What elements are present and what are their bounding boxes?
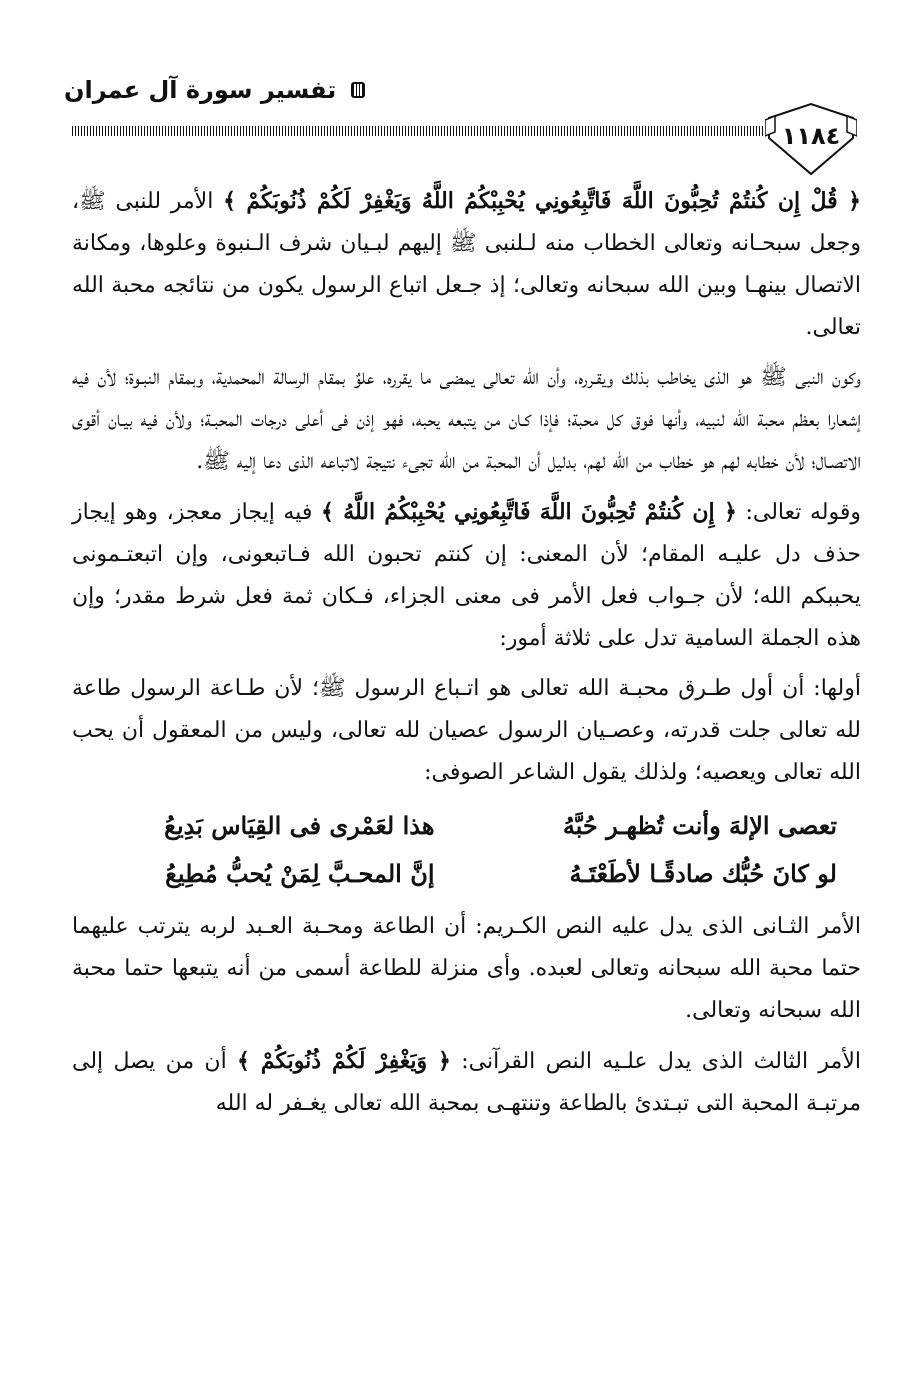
- paragraph-text: وكون النبى ﷺ هو الذى يخاطب بذلك ويقـرره، وأن الله تعالى يمضى ما يقرره، علوٌ بمقام الرسالة المحمدية، وبمقام النبـوة؛ لأن فيه إشعارا بعظم محبة الله لنبيه، وأنها فوق كل محبة؛ فإذا كـان من يتبعه يحبه، فهو إذن فى أعلى درجات المحبـة؛ ولأن فيه بيـان أقوى الاتصـال؛ لأن خطابه لهم هو خطاب من الله لهم، بدليل أن المحبة من الله تجىء نتيجة لاتباعه الذى دعا إليه ﷺ.: [72, 365, 861, 474]
- paragraph-3: [72, 491, 861, 660]
- poem-line: [72, 802, 837, 850]
- paragraph-text: فيه إيجاز معجز، وهو إيجاز حذف دل عليـه المقام؛ لأن المعنى: إن كنتم تحبون الله فـاتبعونى، وإن اتبعتـمونى يحببكم الله؛ لأن جـواب فعل الأمر فى معنى الجزاء، فـكان ثمة فعل شرط مقدر؛ وإن هذه الجملة السامية تدل على ثلاثة أمور:: [72, 500, 861, 651]
- poem-block: [72, 802, 861, 898]
- paragraph-text: الأمر للنبى ﷺ، وجعل سبحـانه وتعالى الخطاب منه لـلنبى ﷺ إليهم لبـيان شرف الـنبوة وعلوها، ومكانة الاتصال بينهـا وبين الله سبحانه وتعالى؛ إذ جـعل اتباع الرسول يكون من نتائجه محبة الله تعالى.: [72, 189, 861, 340]
- paragraph-1: [72, 180, 861, 349]
- page-number: ١١٨٤: [781, 122, 841, 150]
- paragraph-2: [72, 357, 861, 483]
- poem-hemistich-second: هذا لعَمْرى فى القِيَاس بَدِيعُ: [164, 811, 435, 840]
- paragraph-text: أن من يصل إلى مرتبـة المحبة التى تبـتدئ بالطاعة وتنتهـى بمحبة الله تعالى يغـفر له الله: [72, 1049, 861, 1116]
- header-title-group: [64, 76, 370, 104]
- paragraph-prefix: الأمر الثالث الذى يدل علـيه النص القرآنى:: [450, 1049, 861, 1074]
- quran-verse: ﴿ وَيَغْفِرْ لَكُمْ ذُنُوبَكُمْ ﴾: [236, 1048, 451, 1074]
- poem-hemistich-first: لو كانَ حُبُّك صادقًـا لأطَعْتَـهُ: [569, 859, 837, 888]
- quran-verse: ﴿ قُلْ إِن كُنتُمْ تُحِبُّونَ اللَّهَ فَاتَّبِعُونِي يُحْبِبْكُمُ اللَّهُ وَيَغْفِرْ لَكُمْ ذُنُوبَكُمْ ﴾: [223, 188, 861, 214]
- quran-verse: ﴿ إِن كُنتُمْ تُحِبُّونَ اللَّهَ فَاتَّبِعُونِي يُحْبِبْكُمُ اللَّهُ ﴾: [321, 499, 737, 525]
- ornament-icon: [346, 78, 370, 102]
- page-header: [64, 60, 857, 118]
- paragraph-text: أولها: أن أول طـرق محبـة الله تعالى هو اتـباع الرسول ﷺ؛ لأن طـاعة الرسول طاعة لله تعالى جلت قدرته، وعصـيان الرسول عصيان لله تعالى، وليس من المعقول أن يحب الله تعالى ويعصيه؛ ولذلك يقول الشاعر الصوفى:: [72, 676, 861, 785]
- paragraph-text: الأمر الثـانى الذى يدل عليه النص الكـريم: أن الطاعة ومحـبة العـبد لربه يترتب عليهما حتما محبة الله سبحانه وتعالى لعبده. وأى منزلة للطاعة أسمى من أنه يتبعها حتما محبة الله سبحانه وتعالى.: [72, 914, 861, 1023]
- paragraph-5: [72, 906, 861, 1032]
- page-number-badge: [765, 98, 857, 180]
- main-text: [72, 180, 861, 1133]
- paragraph-6: [72, 1040, 861, 1125]
- poem-line: [72, 850, 837, 898]
- header-rule: [72, 126, 765, 136]
- poem-hemistich-second: إنَّ المحـبَّ لِمَنْ يُحبُّ مُطِيعُ: [165, 859, 435, 888]
- paragraph-4: [72, 668, 861, 794]
- poem-hemistich-first: تعصى الإلهَ وأنت تُظهـر حُبَّهُ: [562, 811, 837, 840]
- paragraph-prefix: وقوله تعالى:: [736, 500, 861, 525]
- page-title: تفسير سورة آل عمران: [64, 76, 337, 104]
